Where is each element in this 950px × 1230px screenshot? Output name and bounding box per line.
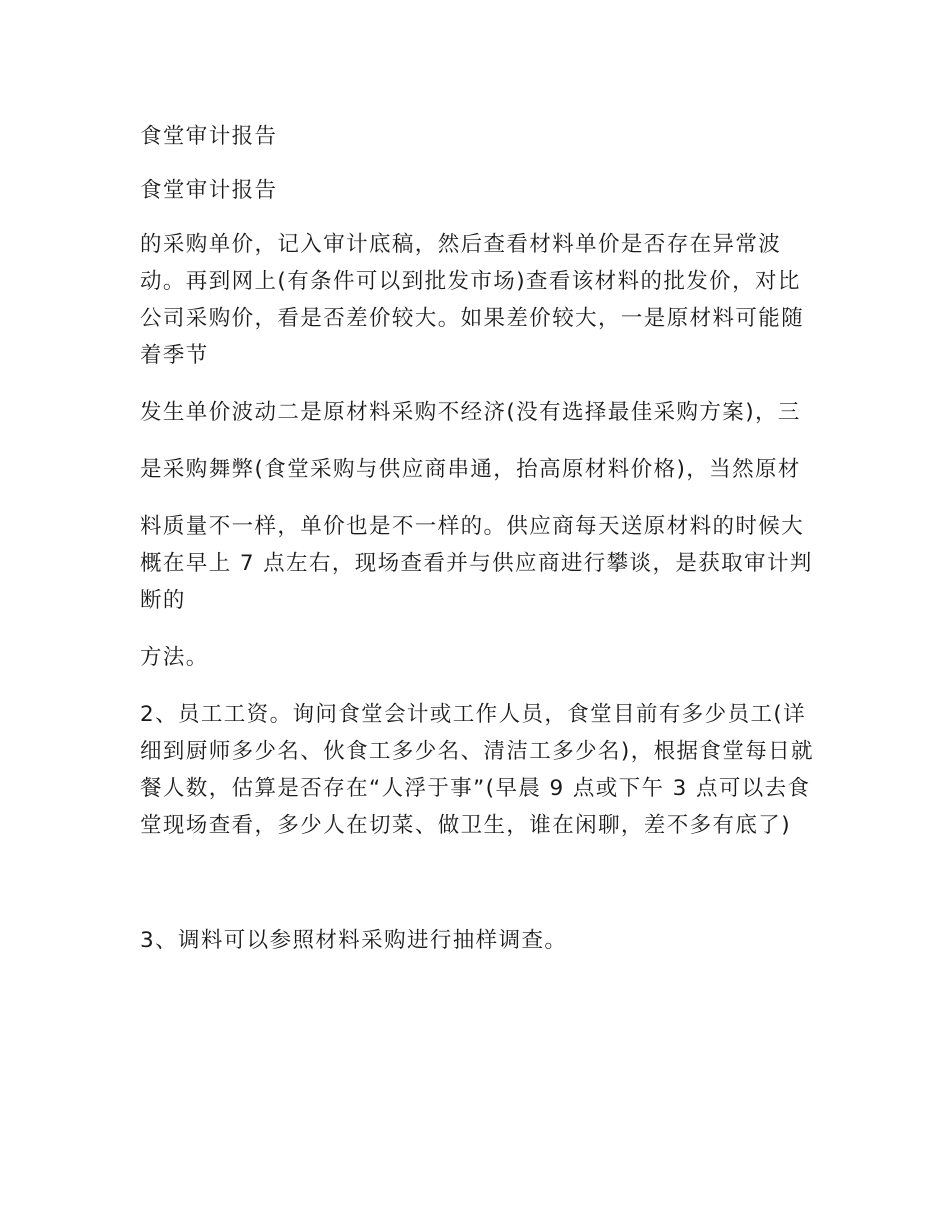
document-subtitle: 食堂审计报告	[140, 178, 278, 203]
paragraph-material-quality: 料质量不一样，单价也是不一样的。供应商每天送原材料的时候大概在早上 7 点左右，现场查看并与供应商进行攀谈，是获取审计判断的	[140, 514, 813, 613]
paragraph-seasoning-sampling: 3、调料可以参照材料采购进行抽样调查。	[140, 928, 568, 953]
paragraph-unit-price: 的采购单价，记入审计底稿，然后查看材料单价是否存在异常波动。再到网上(有条件可以到批发市场)查看该材料的批发价，对比公司采购价，看是否差价较大。如果差价较大，一是原材料可能随着季节	[140, 232, 805, 368]
paragraph-staff-wages: 2、员工工资。询问食堂会计或工作人员，食堂目前有多少员工(详细到厨师多少名、伙食工多少名、清洁工多少名)，根据食堂每日就餐人数，估算是否存在“人浮于事”(早晨 9 点或下午 3 点可以去食堂现场查看，多少人在切菜、做卫生，谁在闲聊，差不多有底了)	[140, 702, 814, 838]
paragraph-purchase-fraud: 是采购舞弊(食堂采购与供应商串通，抬高原材料价格)，当然原材	[140, 457, 801, 482]
document-body	[140, 118, 820, 979]
document-title: 食堂审计报告	[140, 124, 278, 149]
paragraph-spacer	[140, 864, 820, 922]
paragraph-price-fluctuation: 发生单价波动二是原材料采购不经济(没有选择最佳采购方案)，三	[140, 400, 801, 425]
paragraph-method: 方法。	[140, 645, 209, 670]
